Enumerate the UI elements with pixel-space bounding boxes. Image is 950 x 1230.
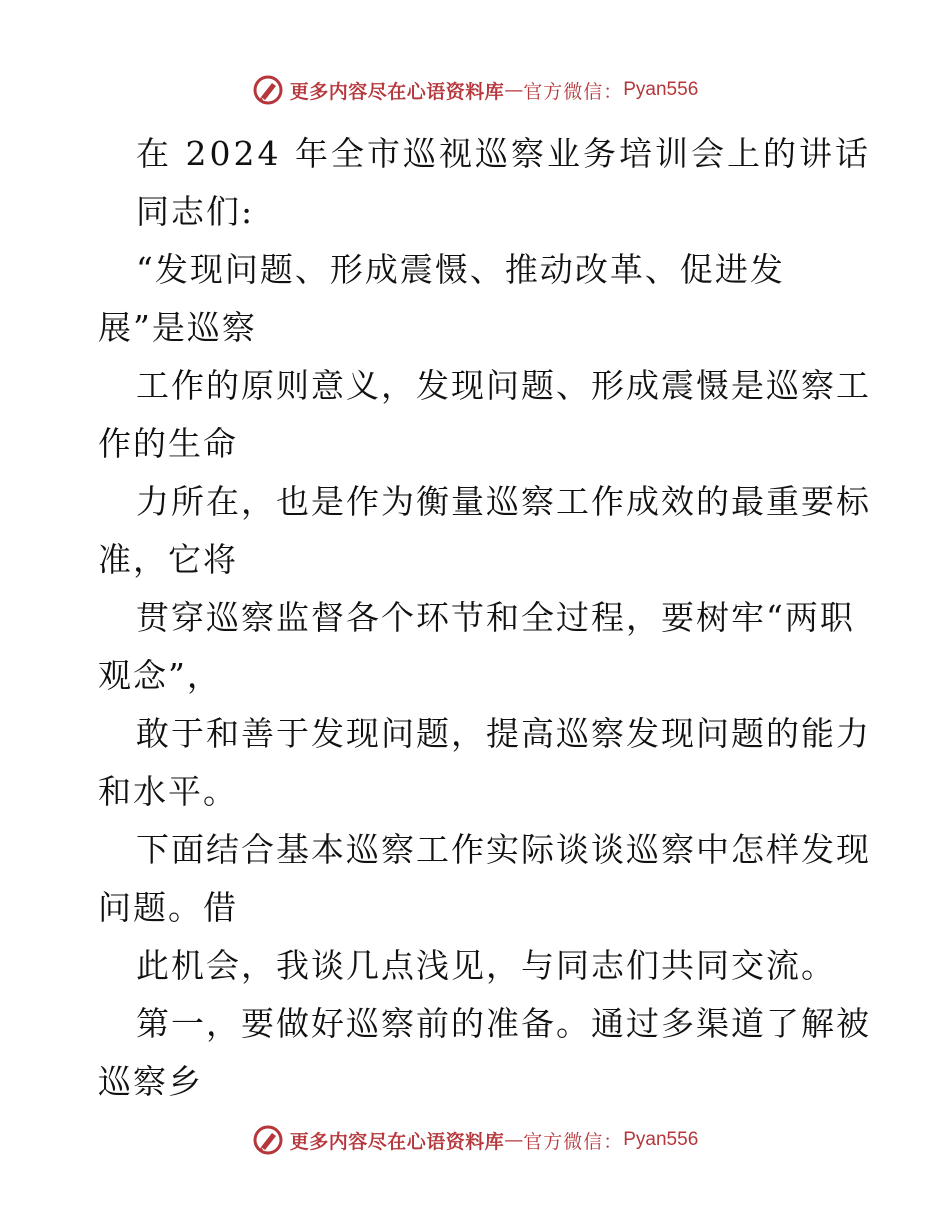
paragraph-line: 此机会，我谈几点浅见，与同志们共同交流。	[136, 946, 836, 985]
banner-wechat-id: Pyan556	[623, 1129, 699, 1150]
banner-brand: 更多内容尽在心语资料库	[289, 80, 505, 103]
document-title: 在 2024 年全市巡视巡察业务培训会上的讲话	[136, 134, 871, 173]
banner-wechat-id: Pyan556	[623, 79, 699, 100]
paragraph-line: 展”是巡察	[98, 308, 257, 347]
paragraph-line: 问题。借	[98, 888, 238, 927]
banner-wechat-label: 官方微信：	[523, 1130, 624, 1153]
paragraph-line: 和水平。	[98, 772, 238, 811]
paragraph-line: 准，它将	[98, 540, 238, 579]
paragraph-line: 贯穿巡察监督各个环节和全过程，要树牢“两职	[136, 598, 855, 637]
banner-brand: 更多内容尽在心语资料库	[289, 1130, 505, 1153]
paragraph-line: 第一，要做好巡察前的准备。通过多渠道了解被	[136, 1004, 871, 1043]
banner-separator: —	[504, 1129, 524, 1151]
paragraph-line: 巡察乡	[98, 1062, 203, 1101]
banner-separator: —	[504, 79, 524, 101]
paragraph-line: 观念”，	[98, 656, 222, 695]
paragraph-line: 作的生命	[98, 424, 238, 463]
header-banner	[0, 70, 950, 110]
paragraph-line: 敢于和善于发现问题，提高巡察发现问题的能力	[136, 714, 871, 753]
paragraph-line: 力所在，也是作为衡量巡察工作成效的最重要标	[136, 482, 871, 521]
document-body	[98, 125, 871, 1111]
pen-logo-icon	[252, 74, 284, 106]
pen-logo-icon	[252, 1124, 284, 1156]
footer-banner	[0, 1120, 950, 1160]
paragraph-line: “发现问题、形成震慑、推动改革、促进发	[136, 250, 785, 289]
paragraph-line: 工作的原则意义，发现问题、形成震慑是巡察工	[136, 366, 871, 405]
salutation: 同志们:	[136, 192, 255, 231]
paragraph-line: 下面结合基本巡察工作实际谈谈巡察中怎样发现	[136, 830, 871, 869]
banner-wechat-label: 官方微信：	[523, 80, 624, 103]
